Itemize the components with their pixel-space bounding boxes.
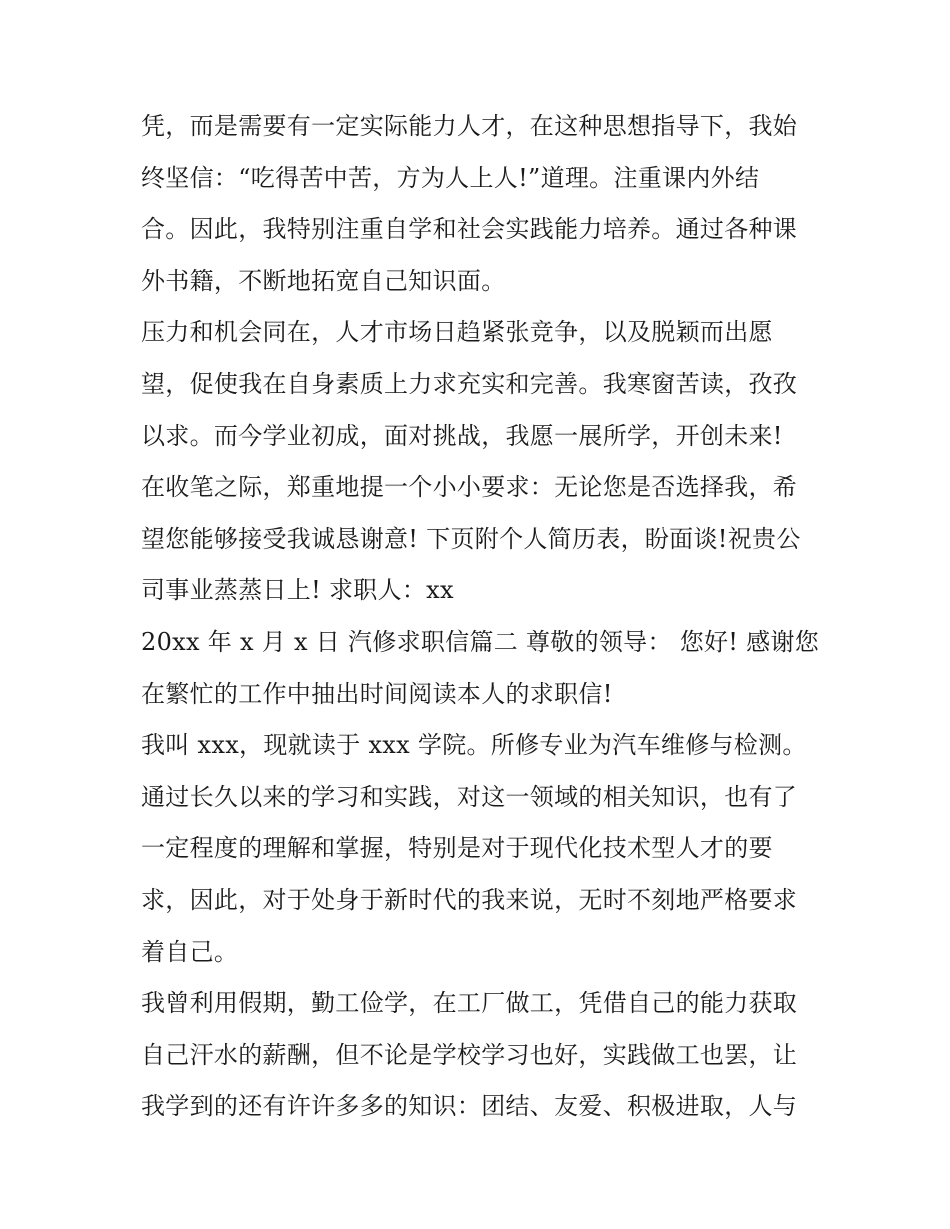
text-line: 合。因此，我特别注重自学和社会实践能力培养。通过各种课 bbox=[141, 215, 798, 244]
text-line: 终坚信：“吃得苦中苦，方为人上人!”道理。注重课内外结 bbox=[141, 163, 760, 192]
text-line: 外书籍，不断地拓宽自己知识面。 bbox=[141, 266, 506, 295]
letter-body-text bbox=[141, 104, 821, 1136]
text-line: 以求。而今学业初成，面对挑战，我愿一展所学，开创未来! bbox=[141, 421, 783, 450]
text-line: 我曾利用假期，勤工俭学，在工厂做工，凭借自己的能力获取 bbox=[141, 989, 798, 1018]
text-line: 求，因此，对于处身于新时代的我来说，无时不刻地严格要求 bbox=[141, 885, 798, 914]
text-line: 着自己。 bbox=[141, 937, 239, 966]
text-line: 望，促使我在自身素质上力求充实和完善。我寒窗苦读，孜孜 bbox=[141, 369, 798, 398]
text-line: 我叫 xxx，现就读于 xxx 学院。所修专业为汽车维修与检测。 bbox=[141, 731, 807, 760]
text-line: 在繁忙的工作中抽出时间阅读本人的求职信! bbox=[141, 679, 613, 708]
text-line: 望您能够接受我诚恳谢意! 下页附个人简历表，盼面谈!祝贵公 bbox=[141, 524, 801, 553]
text-line: 自己汗水的薪酬，但不论是学校学习也好，实践做工也罢，让 bbox=[141, 1040, 798, 1069]
text-line: 一定程度的理解和掌握，特别是对于现代化技术型人才的要 bbox=[141, 834, 773, 863]
text-line: 我学到的还有许许多多的知识：团结、友爱、积极进取，人与 bbox=[141, 1092, 798, 1121]
text-line: 通过长久以来的学习和实践，对这一领域的相关知识，也有了 bbox=[141, 782, 798, 811]
text-line: 在收笔之际，郑重地提一个小小要求：无论您是否选择我，希 bbox=[141, 473, 798, 502]
text-line: 压力和机会同在，人才市场日趋紧张竞争，以及脱颖而出愿 bbox=[141, 318, 773, 347]
text-line: 20xx 年 x 月 x 日 汽修求职信篇二 尊敬的领导： 您好! 感谢您 bbox=[141, 627, 820, 656]
text-line: 司事业蒸蒸日上! 求职人：xx bbox=[141, 576, 454, 605]
text-line: 凭，而是需要有一定实际能力人才，在这种思想指导下，我始 bbox=[141, 112, 798, 140]
